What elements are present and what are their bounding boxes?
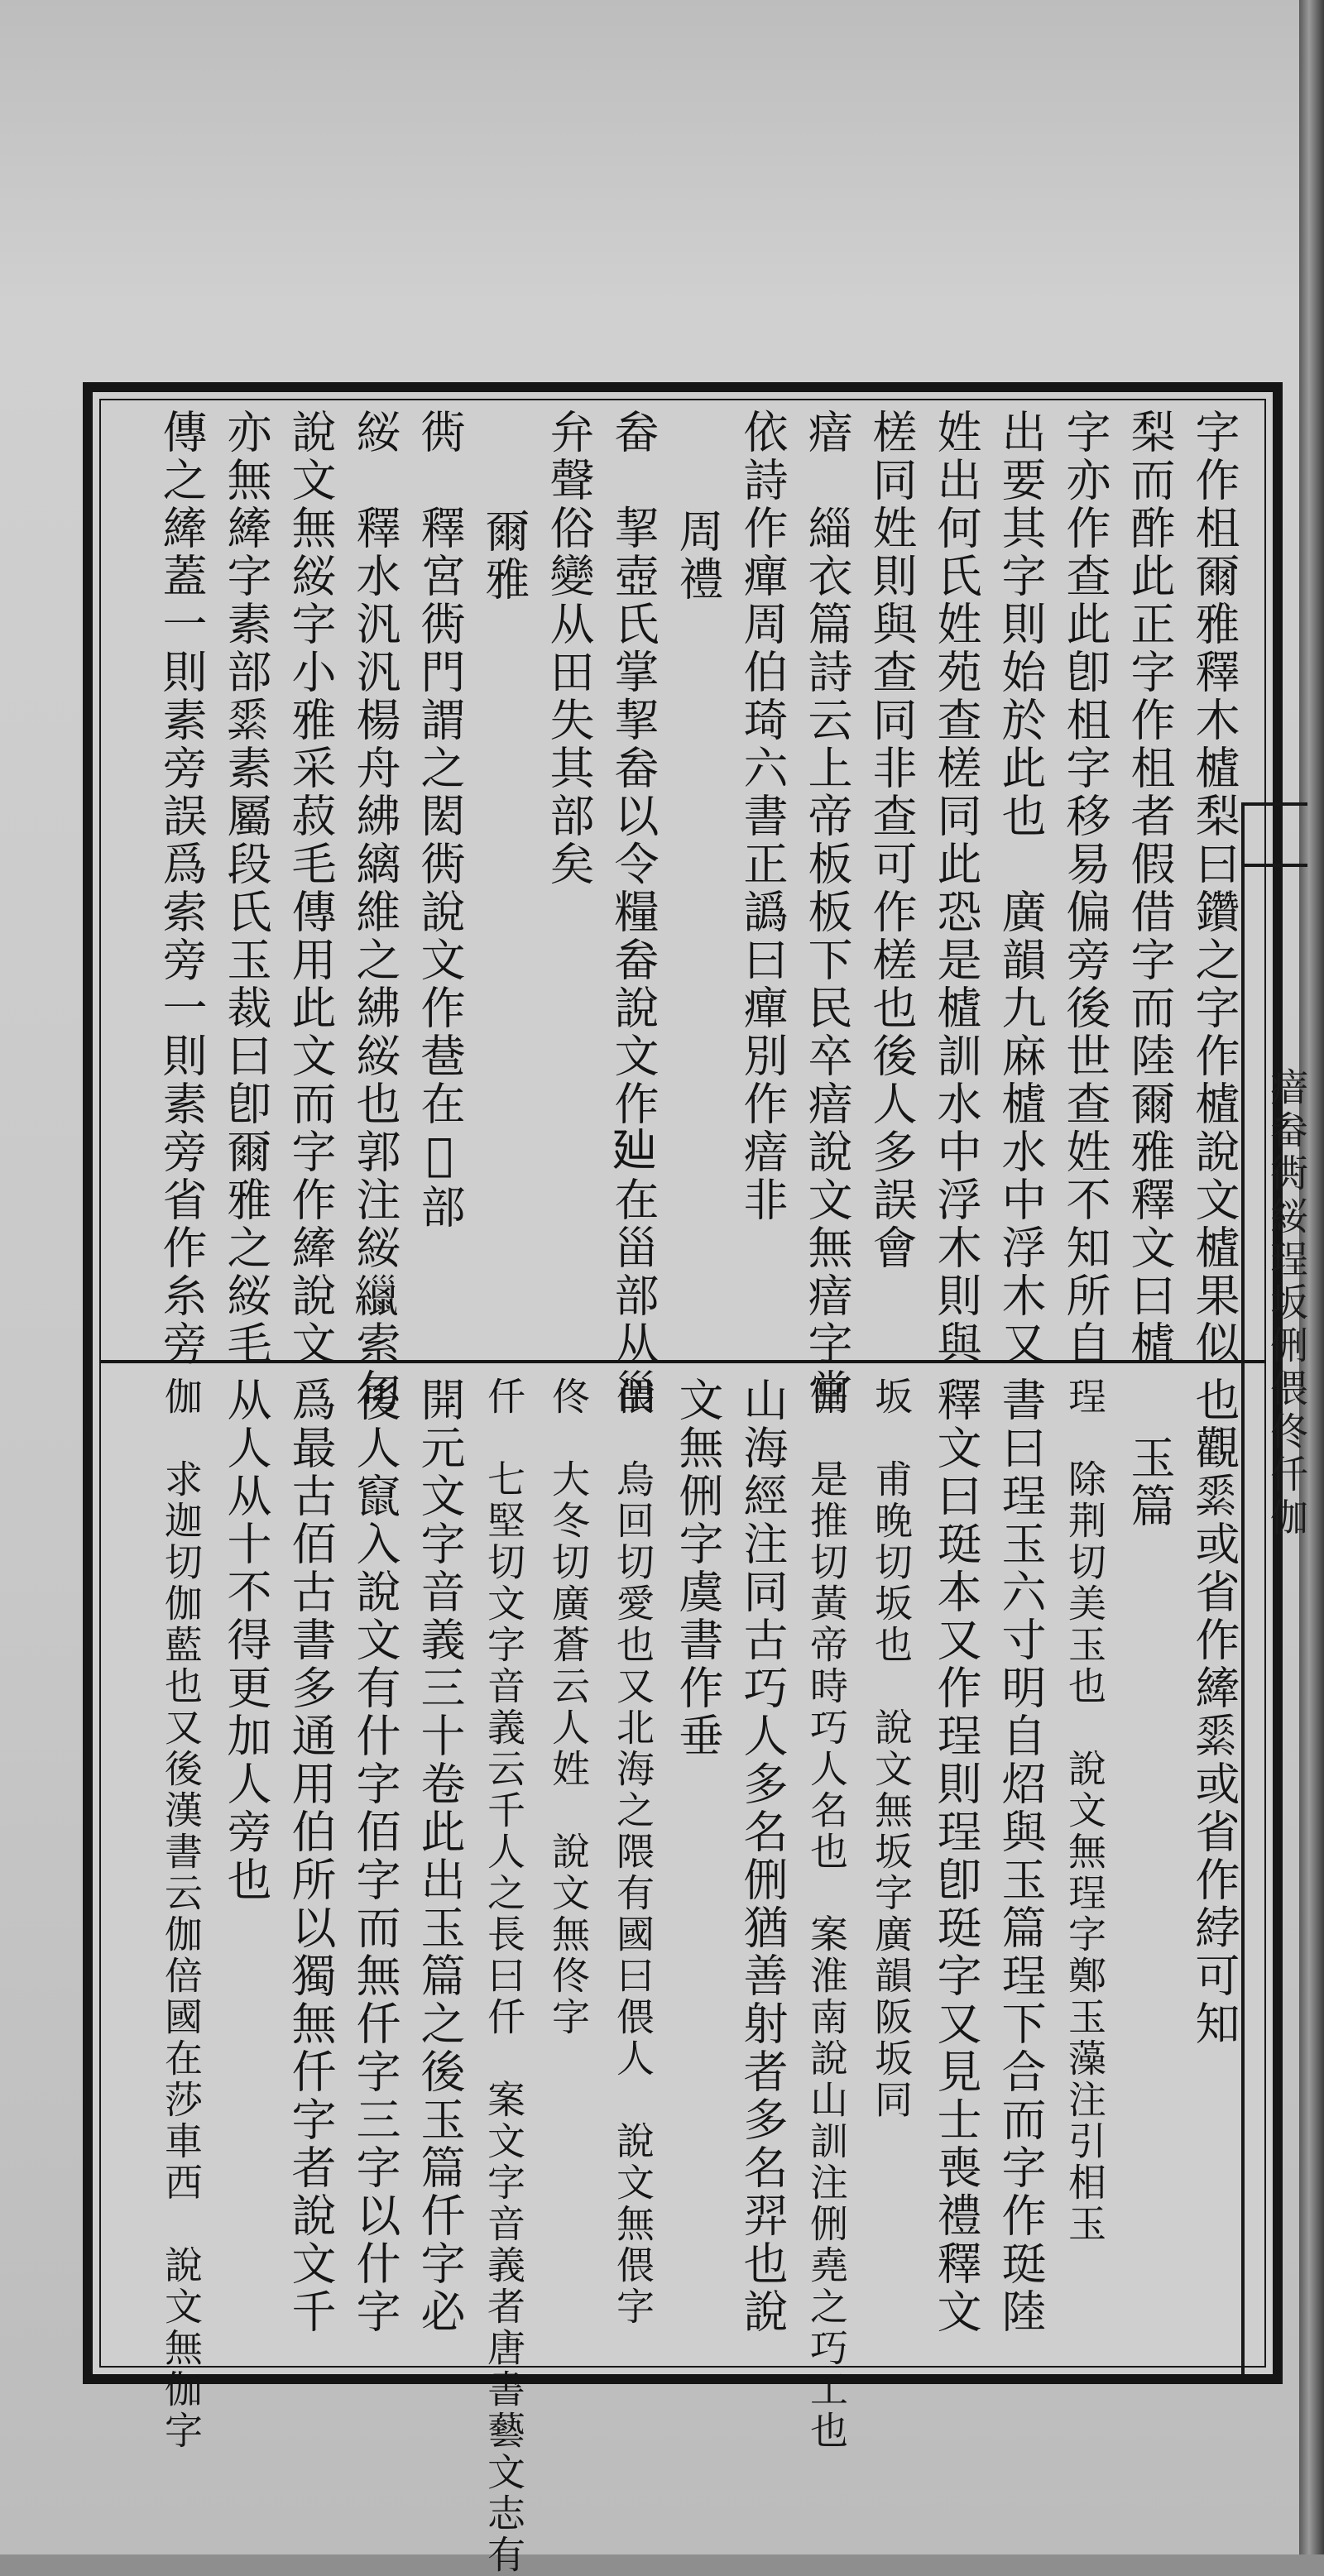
text-column: 傳之縴蓋一則素旁誤爲索旁一則素旁省作糸旁 bbox=[156, 409, 208, 1368]
text-column: 坂 甫晚切坂也 說文無坂字廣韻阪坂同 bbox=[869, 1377, 914, 2121]
text-column: 伽 求迦切伽藍也又後漢書云伽倍國在莎車西 說文無伽字 bbox=[159, 1377, 204, 2452]
text-column: 出要其字則始於此也 廣韻九麻樝水中浮木又 bbox=[995, 409, 1047, 1368]
text-column: 䋝 釋水汎汎楊舟紼縭維之紼䋝也郭注䋝𦆻索句 bbox=[349, 409, 401, 1416]
section-heading: 爾雅 bbox=[478, 508, 530, 604]
text-column: 瘖 緇衣篇詩云上帝板板下民卒瘖說文無瘖字當 bbox=[801, 409, 853, 1416]
text-column: 畚 挈壺氏掌挈畚以令糧畚說文作𢌚在甾部从甾 bbox=[607, 409, 660, 1416]
fishtail-mark bbox=[1241, 802, 1307, 867]
section-heading: 玉篇 bbox=[1124, 1434, 1176, 1530]
text-column: 姓出何氏姓苑查槎同此恐是樝訓水中浮木則與 bbox=[930, 409, 982, 1368]
margin-rule bbox=[1241, 802, 1245, 2374]
text-column: 偎 烏回切愛也又北海之隈有國曰偎人 說文無偎字 bbox=[611, 1377, 655, 2328]
side-caption: 瘖畚衖䋝珵坂侀偎佟仟伽 bbox=[1264, 1067, 1309, 1540]
text-column: 字亦作查此卽柤字移易偏旁後世查姓不知所自 bbox=[1059, 409, 1111, 1368]
text-column: 弁聲俗變从田失其部矣 bbox=[543, 409, 595, 888]
text-column: 書曰珵玉六寸明自炤與玉篇珵下合而字作珽陸 bbox=[995, 1377, 1047, 2336]
text-column: 後人竄入說文有什字佰字而無仟字三字以什字 bbox=[349, 1377, 401, 2336]
text-column: 說文無䋝字小雅采菽毛傳用此文而字作縴說文 bbox=[285, 409, 337, 1368]
section-heading: 周禮 bbox=[672, 508, 724, 604]
text-column: 侀 是推切黃帝時巧人名也 案淮南說山訓注侀堯之巧工也 bbox=[804, 1377, 849, 2452]
print-frame bbox=[83, 382, 1283, 2576]
text-column: 珵 除荆切美玉也 說文無珵字鄭玉藻注引相玉 bbox=[1063, 1377, 1107, 2245]
text-column: 亦無縴字素部𦃃素屬段氏玉裁曰卽爾雅之䋝毛 bbox=[220, 409, 272, 1368]
text-column: 从人从十不得更加人旁也 bbox=[220, 1377, 272, 1904]
text-column: 爲最古佰古書多通用伯所以獨無仟字者說文千 bbox=[285, 1377, 337, 2336]
text-column: 依詩作癉周伯琦六書正譌曰癉別作瘖非 bbox=[736, 409, 789, 1224]
text-column: 也觀𦃃或省作縴𦃃或省作綍可知 bbox=[1188, 1377, 1240, 2048]
text-column: 開元文字音義三十卷此出玉篇之後玉篇仟字必 bbox=[414, 1377, 466, 2336]
text-column: 文無侀字虞書作垂 bbox=[672, 1377, 724, 1760]
text-column: 槎同姓則與查同非查可作槎也後人多誤會 bbox=[866, 409, 918, 1272]
lower-register bbox=[109, 1377, 1256, 2576]
text-column: 釋文曰珽本又作珵則珵卽珽字又見士喪禮釋文 bbox=[930, 1377, 982, 2336]
text-column: 梨而酢此正字作柤者假借字而陸爾雅釋文曰樝 bbox=[1124, 409, 1176, 1368]
text-column: 仟 七堅切文字音義云千人之長曰仟 案文字音義者唐書藝文志有 bbox=[482, 1377, 526, 2576]
text-column: 佟 大冬切廣蒼云人姓 說文無佟字 bbox=[546, 1377, 591, 2038]
upper-register bbox=[109, 409, 1256, 1416]
text-column: 山海經注同古巧人多名侀猶善射者多名羿也說 bbox=[736, 1377, 789, 2336]
text-column: 衖 釋宮衖門謂之閎衖說文作䢽在𨞏部 bbox=[414, 409, 466, 1232]
text-column: 字作柤爾雅釋木樝梨曰鑽之字作樝說文樝果似 bbox=[1188, 409, 1240, 1368]
